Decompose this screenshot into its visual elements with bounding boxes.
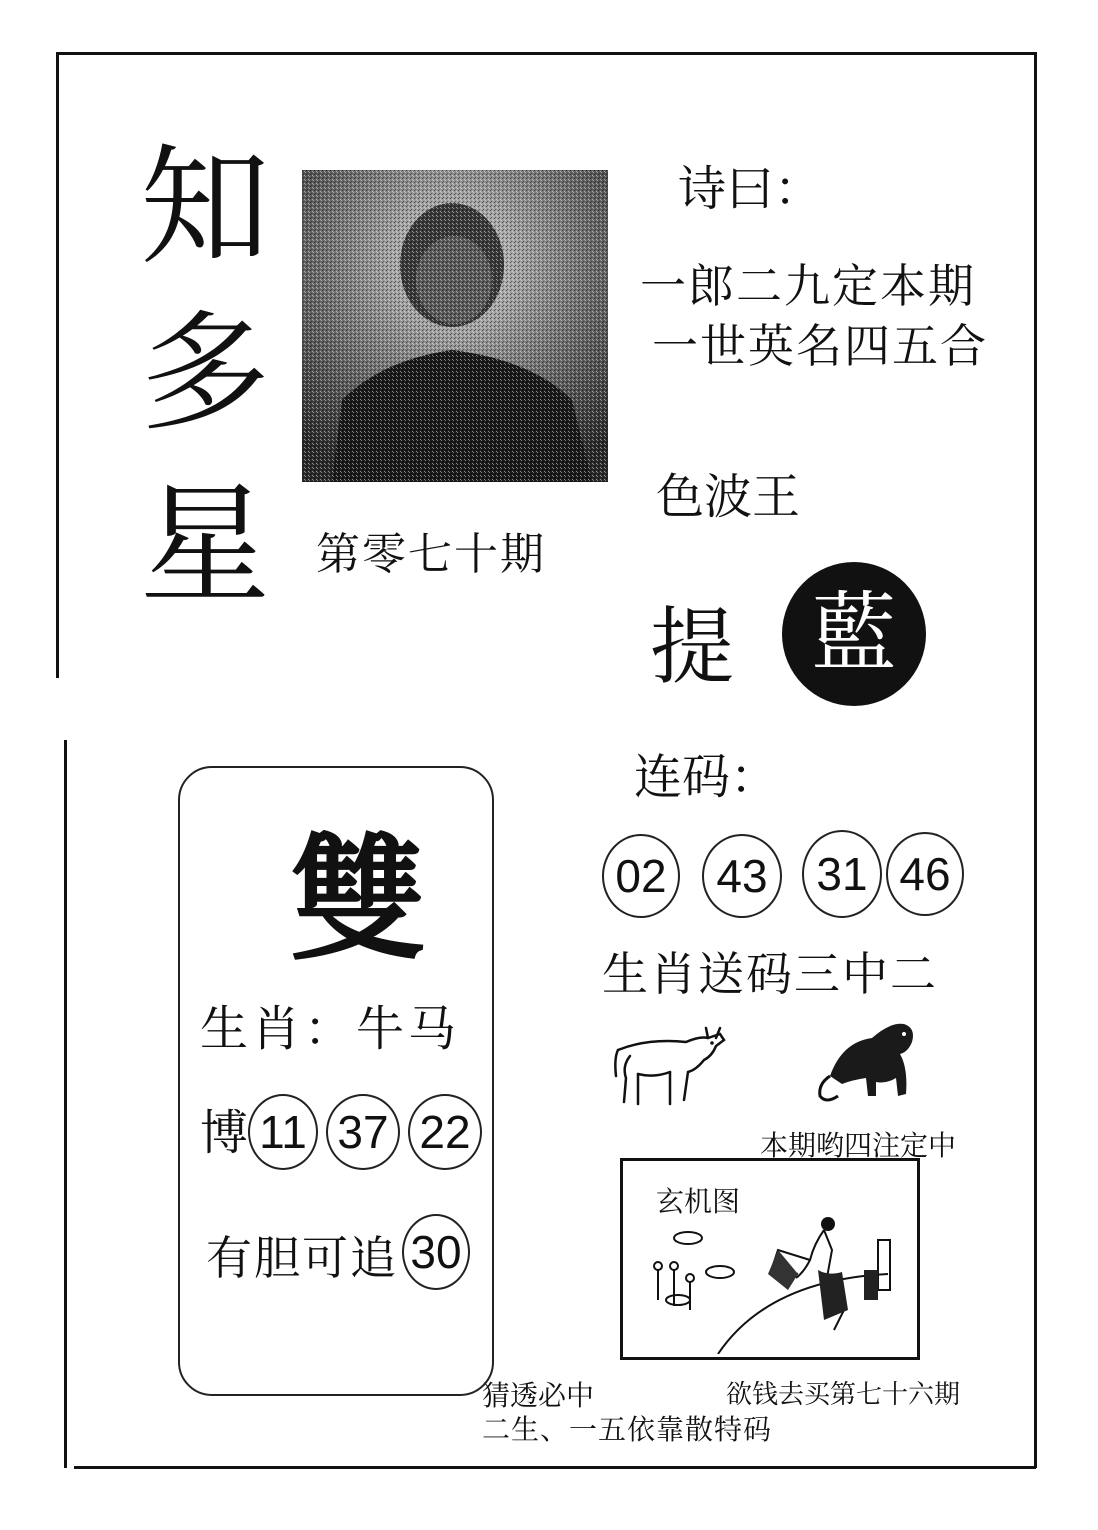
portrait-photo — [302, 170, 608, 482]
frame-bottom — [74, 1466, 1036, 1469]
four-bets-text: 本期哟四注定中 — [760, 1129, 957, 1162]
mystery-illustration — [628, 1210, 912, 1354]
connected-number-3: 31 — [802, 830, 882, 918]
bo-number-1: 11 — [248, 1094, 318, 1170]
guess-text: 猜透必中 — [482, 1379, 595, 1412]
hint-label: 提 — [650, 598, 735, 696]
blue-char: 藍 — [811, 583, 897, 683]
mystery-title: 玄机图 — [656, 1185, 741, 1218]
title-char-2: 多 — [139, 297, 270, 449]
ox-icon — [608, 1016, 732, 1116]
bo-number-2: 37 — [326, 1094, 400, 1170]
zodiac-gift-text: 生肖送码三中二 — [602, 947, 938, 1001]
frame-right — [1034, 52, 1037, 1468]
big-char: 雙 — [290, 820, 426, 980]
frame-left-upper — [56, 52, 59, 678]
poem-line-2: 一世英名四五合 — [652, 319, 988, 373]
connected-numbers-label: 连码： — [634, 749, 779, 805]
monkey-icon — [812, 1012, 928, 1108]
title-char-1: 知 — [139, 131, 270, 283]
blue-color-disc — [780, 560, 928, 708]
poem-line-1: 一郎二九定本期 — [640, 259, 976, 313]
zodiac-label: 生肖：牛马 — [200, 1001, 461, 1057]
connected-number-4: 46 — [886, 832, 964, 916]
chase-number: 30 — [402, 1214, 470, 1290]
title-char-3: 星 — [139, 469, 270, 621]
chase-label: 有胆可追 — [206, 1231, 398, 1285]
wave-king-label: 色波王 — [656, 469, 801, 525]
connected-numbers-row — [602, 822, 974, 922]
bottom-note: 二生、一五依靠散特码 — [482, 1413, 773, 1446]
bo-label: 博 — [200, 1105, 249, 1161]
frame-top — [56, 52, 1036, 55]
frame-left-lower — [64, 740, 67, 1468]
bo-number-3: 22 — [408, 1094, 482, 1170]
issue-label: 第零七十期 — [316, 529, 546, 580]
connected-number-2: 43 — [702, 834, 782, 918]
connected-number-1: 02 — [602, 834, 680, 918]
poem-heading: 诗曰： — [678, 161, 823, 217]
want-money-text: 欲钱去买第七十六期 — [726, 1380, 961, 1410]
